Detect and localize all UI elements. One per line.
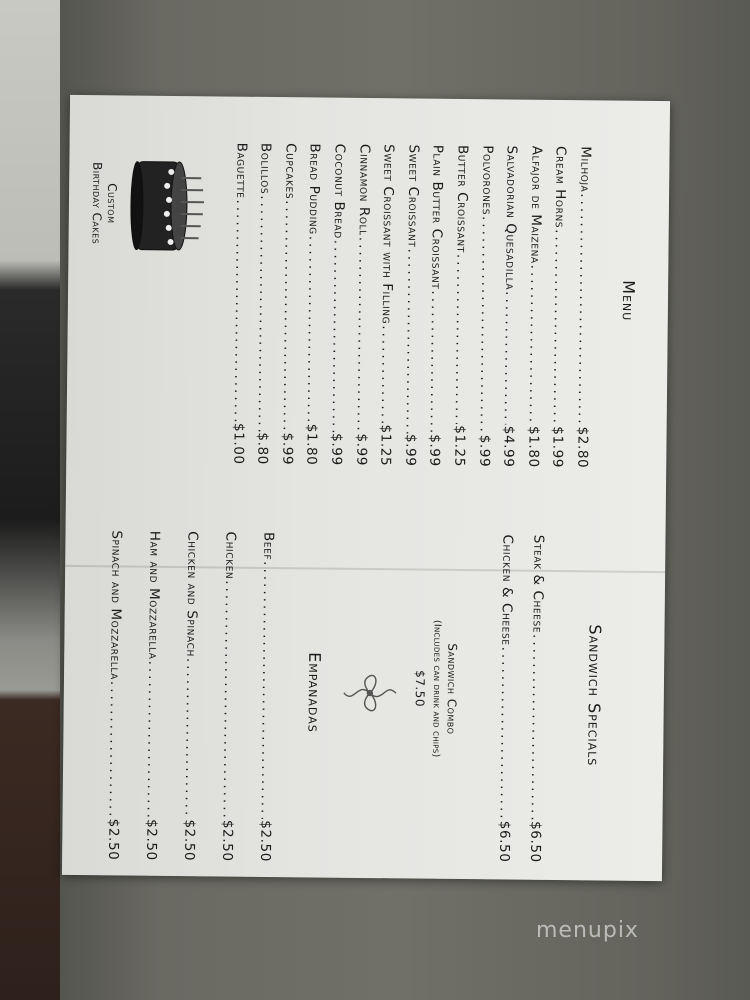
- item-name: Sweet Croissant: [404, 144, 422, 248]
- bakery-menu-content: [89, 101, 670, 501]
- item-price: $.99: [426, 434, 444, 467]
- menu-item-row: [373, 144, 401, 466]
- item-name: Sweet Croissant with Filling: [378, 144, 397, 325]
- item-name: Chicken and Spinach: [183, 531, 201, 657]
- dot-leader: [171, 658, 211, 819]
- menu-item-row: [246, 532, 287, 862]
- combo-title: Sandwich Combo: [444, 643, 460, 735]
- item-name: Ham and Mozzarella: [145, 530, 163, 660]
- dot-leader: [324, 240, 351, 433]
- item-name: Cream Horns: [552, 145, 569, 229]
- combo-note: (Includes can drink and chips): [430, 619, 443, 758]
- menu-item-row: [275, 143, 303, 465]
- item-price: $.80: [254, 432, 271, 465]
- item-price: $6.50: [496, 820, 513, 863]
- item-price: $1.80: [303, 423, 321, 466]
- menu-item-row: [545, 146, 573, 468]
- item-name: Chicken & Cheese: [498, 534, 516, 646]
- item-price: $6.50: [527, 821, 544, 863]
- menupix-watermark: menupix: [536, 918, 639, 943]
- menu-item-row: [447, 145, 475, 467]
- item-price: $.99: [475, 434, 493, 468]
- custom-cakes-line2: Birthday Cakes: [89, 161, 105, 245]
- empanadas-title: Empanadas: [304, 652, 325, 733]
- ornament-flourish-icon: [336, 663, 401, 724]
- dot-leader: [521, 265, 547, 426]
- item-name: Baguette: [232, 142, 250, 199]
- dot-leader: [570, 193, 597, 426]
- menu-item-row: [94, 530, 135, 860]
- dot-leader: [373, 325, 399, 424]
- menu-item-row: [520, 146, 548, 468]
- item-price: $2.50: [105, 818, 122, 861]
- item-price: $.99: [352, 433, 370, 467]
- item-name: Beef: [260, 531, 277, 561]
- dot-leader: [545, 229, 572, 425]
- sandwich-item-list: [488, 534, 553, 863]
- item-price: $1.00: [229, 422, 247, 465]
- item-price: $2.80: [574, 426, 591, 469]
- menu-item-row: [570, 146, 598, 468]
- dot-leader: [209, 580, 249, 819]
- dot-leader: [133, 660, 173, 818]
- item-name: Coconut Bread: [330, 143, 348, 239]
- dot-leader: [520, 634, 553, 820]
- item-price: $1.25: [451, 425, 468, 468]
- bakery-menu-panel: [66, 95, 670, 501]
- item-price: $2.50: [181, 819, 198, 862]
- item-price: $2.50: [257, 820, 274, 863]
- item-name: Salvadorian Quesadilla: [502, 145, 520, 291]
- menu-item-row: [250, 143, 278, 465]
- sandwich-title: Sandwich Specials: [584, 624, 605, 767]
- menu-item-row: [324, 144, 352, 466]
- menu-item-row: [299, 143, 327, 465]
- empanada-item-list: [94, 530, 287, 862]
- menu-item-row: [208, 531, 249, 861]
- menu-item-row: [519, 535, 553, 863]
- item-name: Bolillos: [257, 142, 274, 195]
- item-price: $2.50: [219, 819, 236, 862]
- item-price: $2.50: [143, 819, 160, 861]
- menu-item-row: [348, 144, 376, 466]
- item-price: $4.99: [500, 425, 517, 468]
- dot-leader: [447, 254, 473, 425]
- dot-leader: [472, 216, 499, 434]
- dot-leader: [95, 681, 134, 818]
- dot-leader: [247, 561, 288, 820]
- item-name: Alfajor de Maizena: [527, 145, 545, 264]
- item-name: Bread Pudding: [306, 143, 324, 235]
- menu-item-row: [422, 145, 450, 467]
- sandwich-empanada-panel: [62, 490, 666, 896]
- item-name: Polvorones: [478, 145, 496, 216]
- item-name: Spinach and Mozzarella: [106, 530, 125, 681]
- menu-item-row: [225, 143, 253, 465]
- dot-leader: [349, 237, 376, 433]
- menu-item-row: [471, 145, 499, 467]
- birthday-cake-icon: [124, 151, 209, 262]
- item-price: $1.99: [549, 426, 567, 469]
- menu-item-row: [132, 531, 173, 861]
- background-left-edge: [0, 0, 60, 1000]
- custom-cakes-line1: Custom: [104, 183, 120, 224]
- item-price: $.99: [402, 433, 419, 467]
- sandwich-empanada-content: [105, 496, 666, 896]
- item-name: Butter Croissant: [453, 144, 471, 253]
- item-price: $1.25: [377, 424, 394, 467]
- item-price: $.99: [328, 433, 345, 466]
- menu-item-list: [225, 143, 597, 469]
- item-name: Steak & Cheese: [529, 534, 547, 634]
- dot-leader: [250, 195, 277, 431]
- dot-leader: [226, 199, 253, 422]
- item-price: $.99: [279, 432, 296, 466]
- dot-leader: [398, 248, 425, 433]
- item-price: $1.80: [525, 426, 542, 468]
- dot-leader: [496, 291, 522, 425]
- menu-item-row: [397, 144, 425, 466]
- dot-leader: [275, 200, 302, 432]
- combo-price: $7.50: [412, 670, 428, 708]
- dot-leader: [300, 236, 327, 423]
- menu-title: Menu: [618, 280, 639, 322]
- item-name: Plain Butter Croissant: [428, 144, 447, 290]
- item-name: Milhoja: [577, 146, 594, 193]
- dot-leader: [422, 290, 448, 433]
- menu-item-row: [488, 534, 522, 862]
- item-name: Chicken: [222, 531, 239, 580]
- item-name: Cupcakes: [281, 143, 299, 200]
- menu-item-row: [170, 531, 211, 861]
- menu-sheet: [62, 95, 670, 881]
- dot-leader: [489, 646, 522, 820]
- item-name: Cinnamon Roll: [355, 143, 373, 236]
- menu-item-row: [496, 145, 524, 467]
